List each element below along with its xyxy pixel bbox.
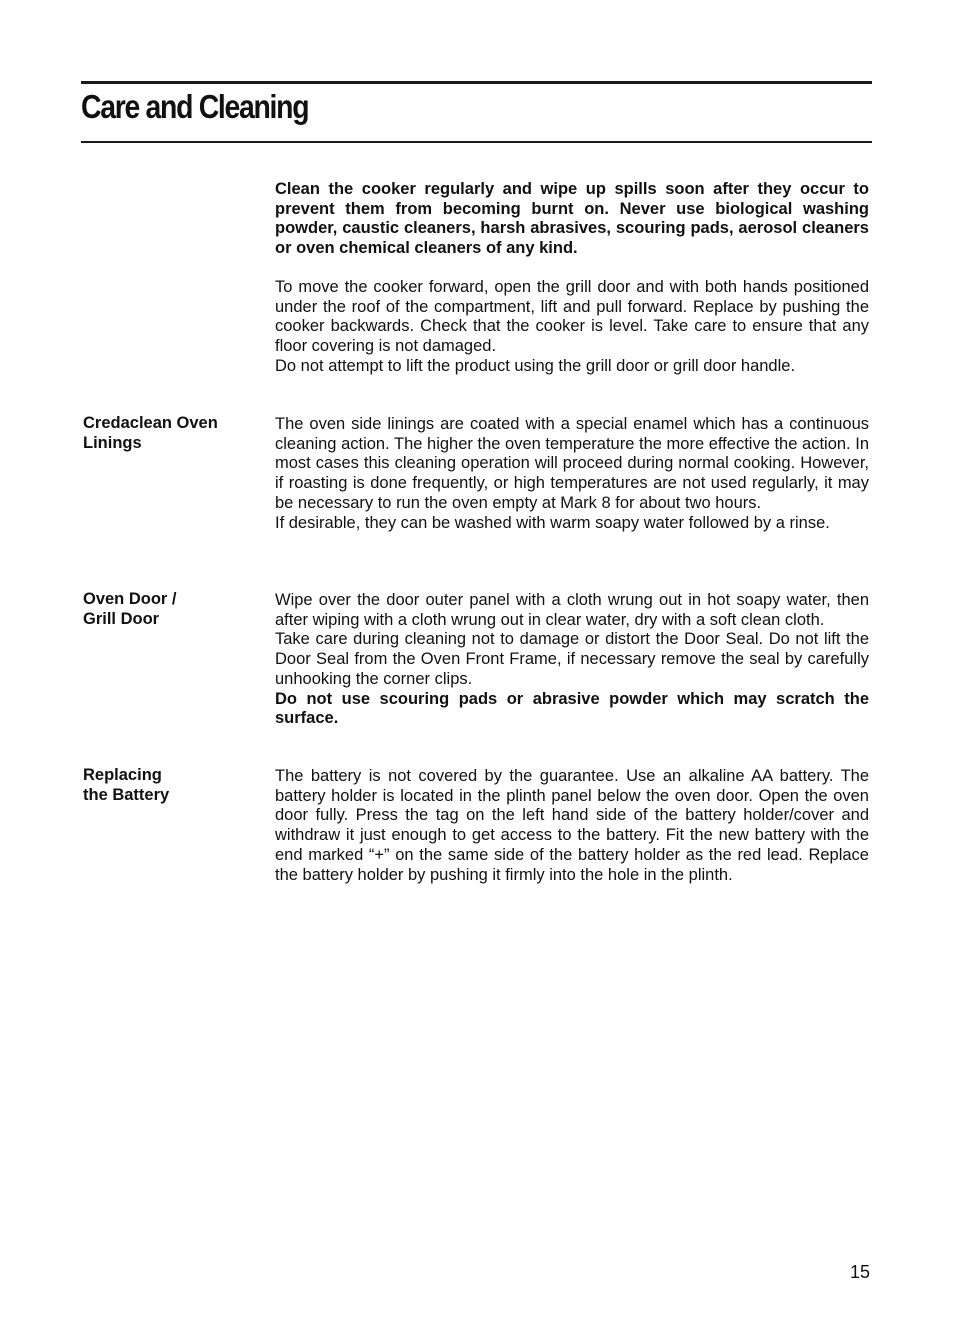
section-paragraph: Take care during cleaning not to damage or distort the Door Seal. Do not lift the Door Seal from the Oven Front Frame, if necessary remove the seal by carefully unhooking the corner clips. [275,630,869,688]
section-paragraph: The oven side linings are coated with a special enamel which has a continuous cleaning action. The higher the oven temperature the more effective the action. In most cases this cleaning operation will proceed during normal cooking. However, if roasting is done frequently, or high temperatures are not used regularly, it may be necessary to run the oven empty at Mark 8 for about two hours. [275,415,869,512]
section-paragraph: The battery is not covered by the guarantee. Use an alkaline AA battery. The battery holder is located in the plinth panel below the oven door. Open the oven door fully. Press the tag on the left hand side of the battery holder/cover and withdraw it just enough to get access to the battery. Fit the new battery with the end marked “+” on the same side of the battery holder as the red lead. Replace the battery holder by pushing it firmly into the hole in the plinth. [275,767,869,884]
section-body [275,767,869,885]
section-body [275,415,869,533]
section-heading: Replacing the Battery [83,766,170,804]
section-paragraph: Wipe over the door outer panel with a cloth wrung out in hot soapy water, then after wiping with a cloth wrung out in clear water, dry with a soft clean cloth. [275,591,869,629]
section-body [275,591,869,729]
intro-warning: Clean the cooker regularly and wipe up spills soon after they occur to prevent them from becoming burnt on. Never use biological washing powder, caustic cleaners, harsh abrasives, scouring pads, aerosol cleaners or oven chemical cleaners of any kind. [275,180,869,258]
section-paragraph: If desirable, they can be washed with warm soapy water followed by a rinse. [275,513,830,532]
intro-lift-warning: Do not attempt to lift the product using the grill door or grill door handle. [275,356,796,375]
section-heading: Credaclean Oven Linings [83,414,218,452]
page-title: Care and Cleaning [81,88,309,125]
section-warning: Do not use scouring pads or abrasive powder which may scratch the surface. [275,689,869,728]
header-top-rule [81,81,872,84]
header-bottom-rule [81,141,872,143]
intro-move-paragraph: To move the cooker forward, open the grill door and with both hands positioned under the roof of the compartment, lift and pull forward. Replace by pushing the cooker backwards. Check that the cooker is level. Take care to ensure that any floor covering is not damaged. [275,277,869,355]
intro-body [275,180,869,376]
page-number: 15 [850,1262,871,1282]
section-heading: Oven Door / Grill Door [83,590,177,628]
